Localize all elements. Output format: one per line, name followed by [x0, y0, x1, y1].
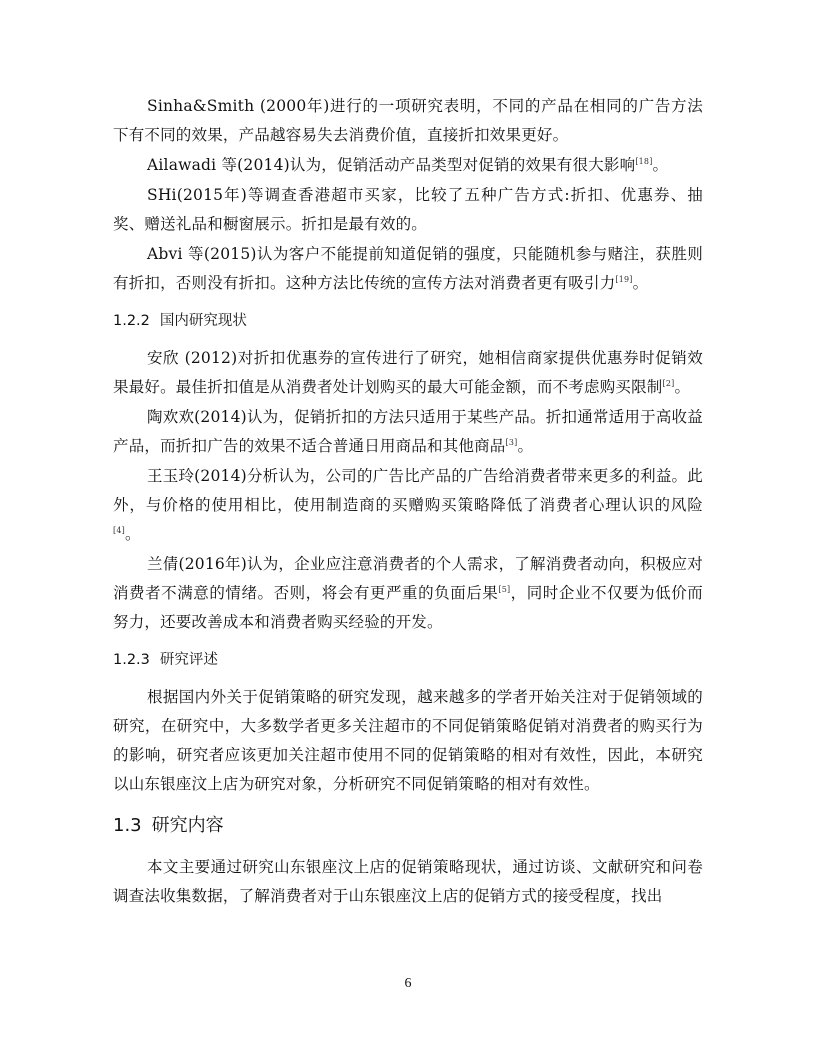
section-title: 研究内容 [151, 815, 224, 836]
paragraph-sinha-smith [113, 92, 703, 150]
paragraph-shi [113, 181, 703, 239]
paragraph-text: Ailawadi 等(2014)认为，促销活动产品类型对促销的效果有很大影响 [147, 156, 636, 174]
paragraph-text-tail: 。 [652, 156, 669, 174]
paragraph-ailawadi [113, 151, 703, 180]
paragraph-text-tail: 。 [517, 437, 534, 455]
citation-ref: [2] [662, 378, 675, 388]
paragraph-text: 安欣 (2012)对折扣优惠券的宣传进行了研究，她相信商家提供优惠券时促销效果最好。最佳折扣值是从消费者处计划购买的最大可能金额，而不考虑购买限制 [113, 349, 703, 396]
paragraph-text-tail: ，同时企业不仅要为低价而努力，还要改善成本和消费者购买经验的开发。 [113, 584, 703, 631]
section-number: 1.3 [113, 815, 142, 836]
page-content [113, 92, 703, 912]
paragraph-text: Sinha&Smith (2000年)进行的一项研究表明，不同的产品在相同的广告方法下有不同的效果，产品越容易失去消费价值，直接折扣效果更好。 [113, 97, 703, 144]
paragraph-taohuanhuan [113, 403, 703, 461]
section-heading-1-2-3 [113, 649, 703, 671]
citation-ref: [4] [113, 525, 125, 535]
citation-ref: [3] [505, 437, 518, 447]
paragraph-research-content: 本文主要通过研究山东银座汶上店的促销策略现状，通过访谈、文献研究和问卷调查法收集数据，了解消费者对于山东银座汶上店的促销方式的接受程度，找出 [113, 858, 703, 905]
paragraph-wangyuling [113, 462, 703, 549]
paragraph-review: 根据国内外关于促销策略的研究发现，越来越多的学者开始关注对于促销领域的研究，在研究中，大多数学者更多关注超市的不同促销策略促销对消费者的购买行为的影响，研究者应该更加关注超市使用不同的促销策略的相对有效性，因此，本研究以山东银座汶上店为研究对象，分析研究不同促销策略的相对有效性。 [113, 688, 703, 793]
paragraph-abvi [113, 240, 703, 298]
paragraph-text-tail: 。 [632, 274, 649, 292]
section-number: 1.2.2 [113, 313, 150, 329]
paragraph-text-tail: 。 [674, 378, 691, 396]
paragraph-text: SHi(2015年)等调查香港超市买家，比较了五种广告方式:折扣、优惠券、抽奖、赠送礼品和橱窗展示。折扣是最有效的。 [113, 186, 703, 233]
section-heading-1-2-2 [113, 310, 703, 332]
citation-ref: [18] [635, 156, 653, 166]
paragraph-anxin [113, 344, 703, 402]
section-number: 1.2.3 [113, 652, 150, 668]
paragraph-text: 兰倩(2016年)认为，企业应注意消费者的个人需求，了解消费者动向，积极应对消费者不满意的情绪。否则，将会有更严重的负面后果 [113, 555, 703, 602]
page-number: 6 [404, 976, 412, 991]
paragraph-text: 王玉玲(2014)分析认为，公司的广告比产品的广告给消费者带来更多的利益。此外，与价格的使用相比，使用制造商的买赠购买策略降低了消费者心理认识的风险 [113, 467, 703, 514]
paragraph-text: 陶欢欢(2014)认为，促销折扣的方法只适用于某些产品。折扣通常适用于高收益产品，而折扣广告的效果不适合普通日用商品和其他商品 [113, 408, 703, 455]
paragraph-text-tail: 。 [124, 525, 141, 543]
paragraph-lanqian [113, 550, 703, 637]
citation-ref: [5] [498, 584, 511, 594]
citation-ref: [19] [615, 274, 633, 284]
paragraph-text: Abvi 等(2015)认为客户不能提前知道促销的强度，只能随机参与赌注，获胜则有折扣，否则没有折扣。这种方法比传统的宣传方法对消费者更有吸引力 [113, 245, 703, 292]
section-title: 国内研究现状 [159, 313, 247, 329]
section-heading-1-3 [113, 813, 703, 839]
section-title: 研究评述 [159, 652, 218, 668]
